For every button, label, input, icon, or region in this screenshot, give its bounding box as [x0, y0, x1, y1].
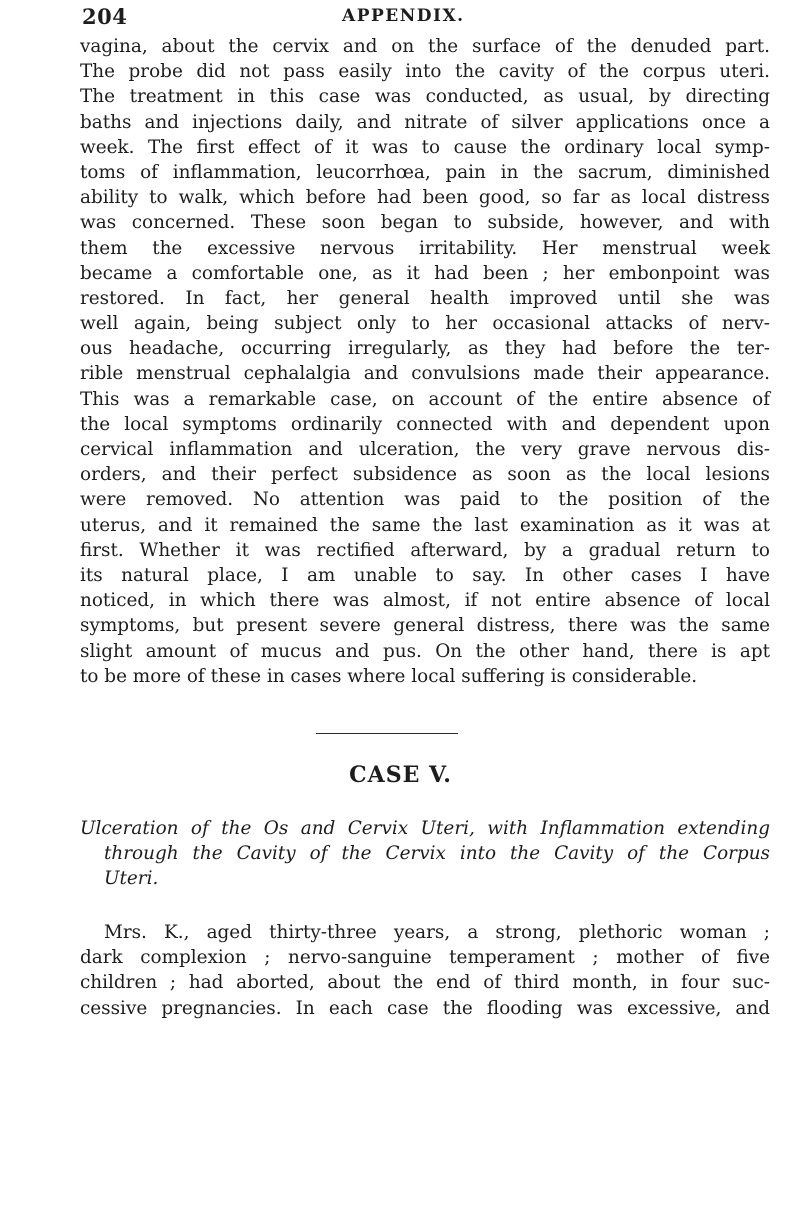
text-line: This was a remarkable case, on account of the entire absence of — [80, 388, 770, 410]
text-line: children ; had aborted, about the end of third month, in four suc- — [80, 972, 770, 994]
text-line: ous headache, occurring irregularly, as they had before the ter- — [80, 338, 770, 360]
running-title: APPENDIX. — [342, 6, 465, 26]
text-line: became a comfortable one, as it had been ; her embonpoint was — [80, 262, 770, 284]
text-line: orders, and their perfect subsidence as soon as the local lesions — [80, 464, 770, 486]
text-line: The probe did not pass easily into the cavity of the corpus uteri. — [80, 61, 770, 83]
text-line: its natural place, I am unable to say. In other cases I have — [80, 564, 770, 586]
text-line: rible menstrual cephalalgia and convulsions made their appearance. — [80, 363, 770, 385]
text-line: Mrs. K., aged thirty-three years, a strong, plethoric woman ; — [104, 922, 770, 943]
text-line: ability to walk, which before had been good, so far as local distress — [80, 187, 770, 209]
text-line: to be more of these in cases where local suffering is considerable. — [80, 665, 698, 687]
text-line: well again, being subject only to her occasional attacks of nerv- — [80, 313, 770, 335]
text-line: them the excessive nervous irritability. Her menstrual week — [80, 237, 770, 259]
subtitle-line: Ulceration of the Os and Cervix Uteri, with Inflammation extending — [80, 818, 770, 839]
text-line: slight amount of mucus and pus. On the other hand, there is apt — [80, 640, 770, 662]
section-divider — [316, 733, 458, 734]
text-line: symptoms, but present severe general distress, there was the same — [80, 615, 770, 637]
text-line: baths and injections daily, and nitrate of silver applications once a — [80, 111, 770, 133]
page-number: 204 — [82, 4, 128, 29]
running-head — [82, 4, 762, 30]
text-line: dark complexion ; nervo-sanguine temperament ; mother of five — [80, 947, 770, 969]
text-line: week. The first effect of it was to cause the ordinary local symp- — [80, 136, 770, 158]
text-line: The treatment in this case was conducted, as usual, by directing — [80, 86, 770, 108]
subtitle-line: through the Cavity of the Cervix into the Cavity of the Corpus — [104, 843, 770, 865]
case-subtitle — [80, 816, 770, 892]
text-line: were removed. No attention was paid to the position of the — [80, 489, 770, 511]
text-line: uterus, and it remained the same the last examination as it was at — [80, 514, 770, 536]
text-line: was concerned. These soon began to subside, however, and with — [80, 212, 770, 234]
text-line: toms of inflammation, leucorrhœa, pain in the sacrum, diminished — [80, 161, 770, 183]
subtitle-line: Uteri. — [104, 868, 159, 890]
text-line: cessive pregnancies. In each case the flooding was excessive, and — [80, 997, 770, 1019]
text-line: noticed, in which there was almost, if not entire absence of local — [80, 590, 770, 612]
text-line: restored. In fact, her general health improved until she was — [80, 287, 770, 309]
case-heading: CASE V. — [349, 762, 452, 788]
text-line: cervical inflammation and ulceration, the very grave nervous dis- — [80, 439, 770, 460]
paragraph-continued — [80, 34, 770, 689]
text-line: the local symptoms ordinarily connected with and dependent upon — [80, 413, 770, 435]
text-line: vagina, about the cervix and on the surface of the denuded part. — [80, 36, 770, 57]
case-paragraph — [80, 920, 770, 1021]
text-line: first. Whether it was rectified afterward, by a gradual return to — [80, 539, 770, 561]
